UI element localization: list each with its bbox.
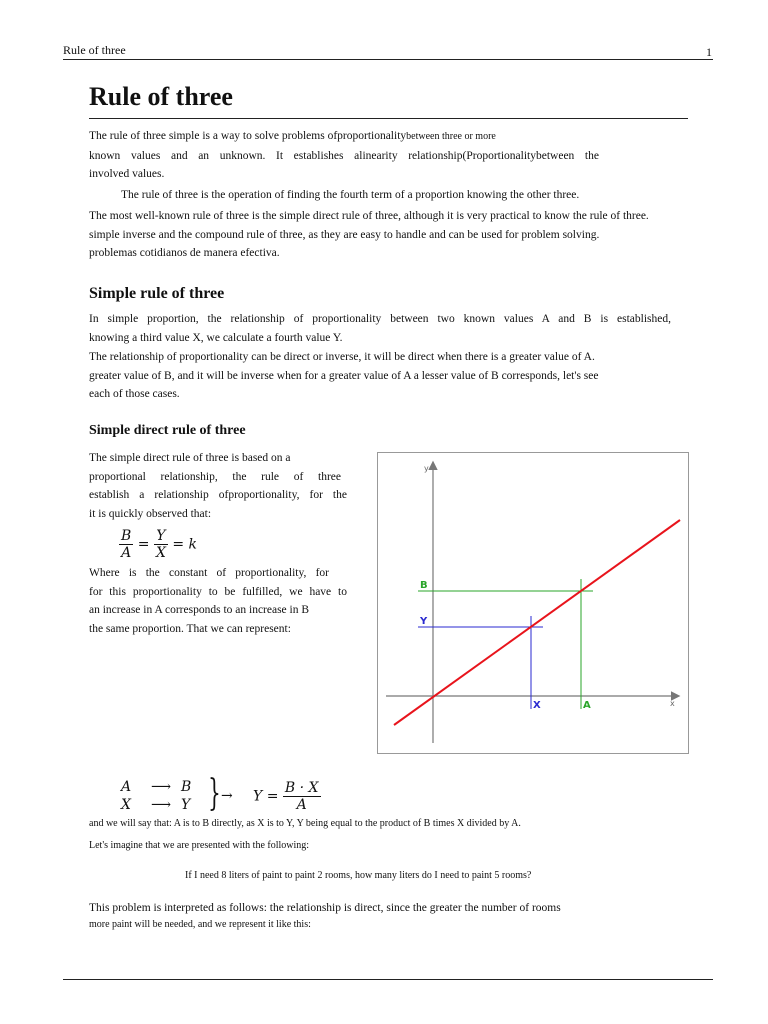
direct-p1-line-2: proportional relationship, the rule of three bbox=[89, 470, 341, 483]
fraction-b-over-a: $\frac{B}{A}$ bbox=[121, 528, 132, 561]
direct-p2-line-3: an increase in A corresponds to an increase in B bbox=[89, 604, 310, 616]
simple-paragraph-2 bbox=[89, 348, 669, 404]
proportion-table: A ⟶ B X ⟶ Y bbox=[121, 779, 192, 813]
fraction-y-over-x: $\frac{Y}{X}$ bbox=[155, 528, 166, 561]
direct-p1-text: establish a relationship of bbox=[89, 489, 229, 501]
intro-p3-line-1: The most well-known rule of three is the simple direct rule of three, although it is very practical to know the rule of three. bbox=[89, 210, 649, 222]
right-brace: } bbox=[208, 773, 221, 814]
equals-sign: = bbox=[137, 536, 150, 553]
link-linearity[interactable]: linearity relationship bbox=[359, 149, 463, 162]
direct-paragraph-1 bbox=[89, 449, 347, 523]
proportionality-figure bbox=[377, 452, 689, 754]
proportionality-line bbox=[394, 520, 680, 725]
simple-p1-line-1: In simple proportion, the relationship of proportionality between two known values A and B is established, bbox=[89, 313, 671, 325]
label-x: X bbox=[533, 700, 541, 711]
equals-sign-2: = bbox=[172, 536, 185, 553]
label-a: A bbox=[583, 700, 591, 711]
intro-paragraph-2: The rule of three is the operation of finding the fourth term of a proportion knowing the other three. bbox=[121, 189, 580, 201]
simple-p2-line-2: greater value of B, and it will be inverse when for a greater value of A a lesser value of B corresponds, let's see bbox=[89, 369, 599, 382]
label-b: B bbox=[420, 580, 428, 591]
simple-p2-line-3: each of those cases. bbox=[89, 388, 180, 400]
simple-paragraph-1 bbox=[89, 310, 671, 347]
direct-paragraph-5-line-2: more paint will be needed, and we represent it like this: bbox=[89, 919, 311, 930]
section-heading-simple: Simple rule of three bbox=[89, 285, 225, 302]
axis-y-label: y bbox=[424, 464, 429, 473]
footer-rule bbox=[63, 979, 713, 980]
direct-paragraph-3: and we will say that: A is to B directly, as X is to Y, Y being equal to the product of B times X divided by A. bbox=[89, 818, 521, 829]
intro-text-d: between the bbox=[535, 149, 599, 162]
direct-paragraph-4: Let's imagine that we are presented with the following: bbox=[89, 840, 310, 851]
link-proportionality-3[interactable]: proportionality bbox=[228, 489, 297, 501]
header-rule bbox=[63, 59, 713, 60]
link-proportionality[interactable]: proportionality bbox=[337, 130, 407, 142]
direct-p2-line-2: for this proportionality to be fulfilled, we have to bbox=[89, 585, 347, 598]
equation-direct-rule bbox=[121, 773, 351, 818]
page-number: 1 bbox=[706, 45, 712, 59]
problem-statement: If I need 8 liters of paint to paint 2 rooms, how many liters do I need to paint 5 rooms? bbox=[185, 870, 532, 881]
intro-text-c: known values and an unknown. It establishes a bbox=[89, 149, 360, 162]
simple-p1-line-2: knowing a third value X, we calculate a fourth value Y. bbox=[89, 331, 343, 344]
running-header-title: Rule of three bbox=[63, 43, 126, 57]
direct-paragraph-2 bbox=[89, 564, 347, 638]
title-rule bbox=[89, 118, 688, 119]
simple-p2-line-1: The relationship of proportionality can be direct or inverse, it will be direct when there is a greater value of A. bbox=[89, 351, 595, 363]
direct-p2-line-1: Where is the constant of proportionality, for bbox=[89, 567, 329, 579]
figure-graph bbox=[378, 453, 688, 753]
direct-p1-line-4: it is quickly observed that: bbox=[89, 507, 212, 520]
direct-p2-line-4: the same proportion. That we can represent: bbox=[89, 622, 291, 635]
link-proportionality-2[interactable]: (Proportionality bbox=[462, 149, 536, 162]
label-y: Y bbox=[420, 616, 428, 627]
constant-k: k bbox=[188, 536, 198, 553]
page-title: Rule of three bbox=[89, 82, 233, 111]
implies-arrow: → bbox=[221, 788, 233, 804]
intro-text-e: involved values. bbox=[89, 168, 165, 180]
intro-paragraph-3 bbox=[89, 207, 697, 263]
intro-p3-line-2: simple inverse and the compound rule of three, as they are easy to handle and can be used for problem solving. bbox=[89, 228, 600, 241]
direct-p1-line-1: The simple direct rule of three is based on a bbox=[89, 452, 291, 464]
result-formula: Y = $\frac{B \cdot X}{A}$ bbox=[253, 780, 319, 813]
direct-p1-text-2: , for the bbox=[296, 489, 347, 501]
axis-x-label: x bbox=[670, 699, 675, 708]
section-heading-direct: Simple direct rule of three bbox=[89, 423, 246, 438]
intro-paragraph-1 bbox=[89, 127, 599, 184]
equation-constant-ratio bbox=[119, 528, 197, 561]
intro-text-a: The rule of three simple is a way to solve problems of bbox=[89, 130, 338, 142]
intro-text-b: between three or more bbox=[406, 131, 496, 142]
intro-p3-line-3: problemas cotidianos de manera efectiva. bbox=[89, 247, 280, 259]
direct-paragraph-5-line-1: This problem is interpreted as follows: the relationship is direct, since the greater the number of rooms bbox=[89, 902, 561, 914]
